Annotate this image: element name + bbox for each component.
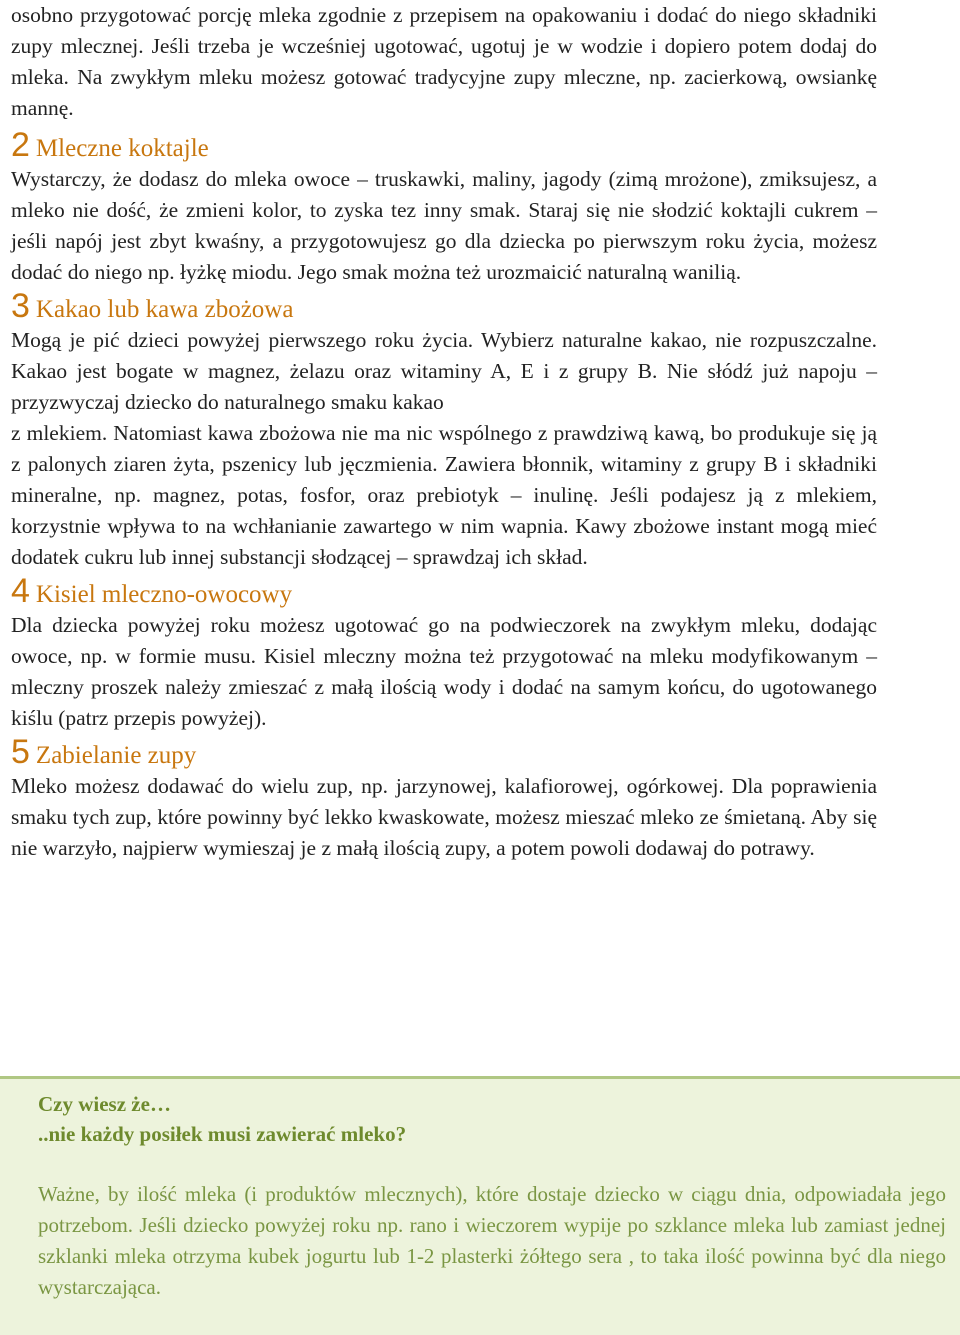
section-number: 3 [11,287,30,325]
section-title: Mleczne koktajle [35,135,209,162]
section-paragraph: Mogą je pić dzieci powyżej pierwszego roku życia. Wybierz naturalne kakao, nie rozpuszczalne. Kakao jest bogate w magnez, żelazu oraz witaminy A, E i z grupy B. Nie słódź już napoju – przyzwyczaj dziecko do naturalnego smaku kakao [11,328,877,414]
section-paragraph: Dla dziecka powyżej roku możesz ugotować go na podwieczorek na zwykłym mleku, dodając owoce, np. w formie musu. Kisiel mleczny można też przygotować na mleku modyfikowanym – mleczny proszek należy zmieszać z małą ilością wody i dodać na samym końcu, do ugotowanego kiślu (patrz przepis powyżej). [11,613,877,730]
section-title: Zabielanie zupy [35,742,197,769]
section-number: 5 [11,733,30,771]
section-number: 4 [11,572,30,610]
section-title: Kisiel mleczno-owocowy [35,581,293,608]
section-heading-3 [11,289,877,323]
section-heading-5 [11,735,877,769]
section-heading-4 [11,574,877,608]
did-you-know-question: ..nie każdy posiłek musi zawierać mleko? [38,1122,407,1146]
did-you-know-content [38,1089,946,1303]
section-paragraph: Mleko możesz dodawać do wielu zup, np. jarzynowej, kalafiorowej, ogórkowej. Dla poprawienia smaku tych zup, które powinny być lekko kwaskowate, możesz mieszać mleko ze śmietaną. Aby się nie warzyło, najpierw wymieszaj je z małą ilością zupy, a potem powoli dodawaj do potrawy. [11,774,877,860]
section-paragraph: Wystarczy, że dodasz do mleka owoce – truskawki, maliny, jagody (zimą mrożone), zmiksujesz, a mleko nie dość, że zmieni kolor, to zyska tez inny smak. Staraj się nie słodzić koktajli cukrem – jeśli napój jest zbyt kwaśny, a przygotowujesz go dla dziecka po pierwszym roku życia, możesz dodać do niego np. łyżkę miodu. Jego smak można też urozmaicić naturalną wanilią. [11,167,877,284]
did-you-know-title: Czy wiesz że… [38,1092,171,1116]
intro-paragraph: osobno przygotować porcję mleka zgodnie z przepisem na opakowaniu i dodać do niego składniki zupy mlecznej. Jeśli trzeba je wcześniej ugotować, ugotuj je w wodzie i dopiero potem dodaj do mleka. Na zwykłym mleku możesz gotować tradycyjne zupy mleczne, np. zacierkową, owsiankę mannę. [11,3,877,120]
article-body [11,0,877,864]
section-title: Kakao lub kawa zbożowa [35,296,294,323]
section-number: 2 [11,126,30,164]
did-you-know-box [0,1076,960,1335]
section-paragraph-continued: z mlekiem. Natomiast kawa zbożowa nie ma nic wspólnego z prawdziwą kawą, bo produkuje się ją z palonych ziaren żyta, pszenicy lub jęczmienia. Zawiera błonnik, witaminy z grupy B i składniki mineralne, np. magnez, potas, fosfor, oraz prebiotyk – inulinę. Jeśli podajesz ją z mlekiem, korzystnie wpływa to na wchłanianie zawartego w nim wapnia. Kawy zbożowe instant mogą mieć dodatek cukru lub innej substancji słodzącej – sprawdzaj ich skład. [11,421,877,569]
did-you-know-text: Ważne, by ilość mleka (i produktów mlecznych), które dostaje dziecko w ciągu dnia, odpowiadała jego potrzebom. Jeśli dziecko powyżej roku np. rano i wieczorem wypije po szklance mleka lub zamiast jednej szklanki mleka otrzyma kubek jogurtu lub 1-2 plasterki żółtego sera , to taka ilość powinna być dla niego wystarczająca. [38,1182,946,1299]
section-heading-2 [11,128,877,162]
